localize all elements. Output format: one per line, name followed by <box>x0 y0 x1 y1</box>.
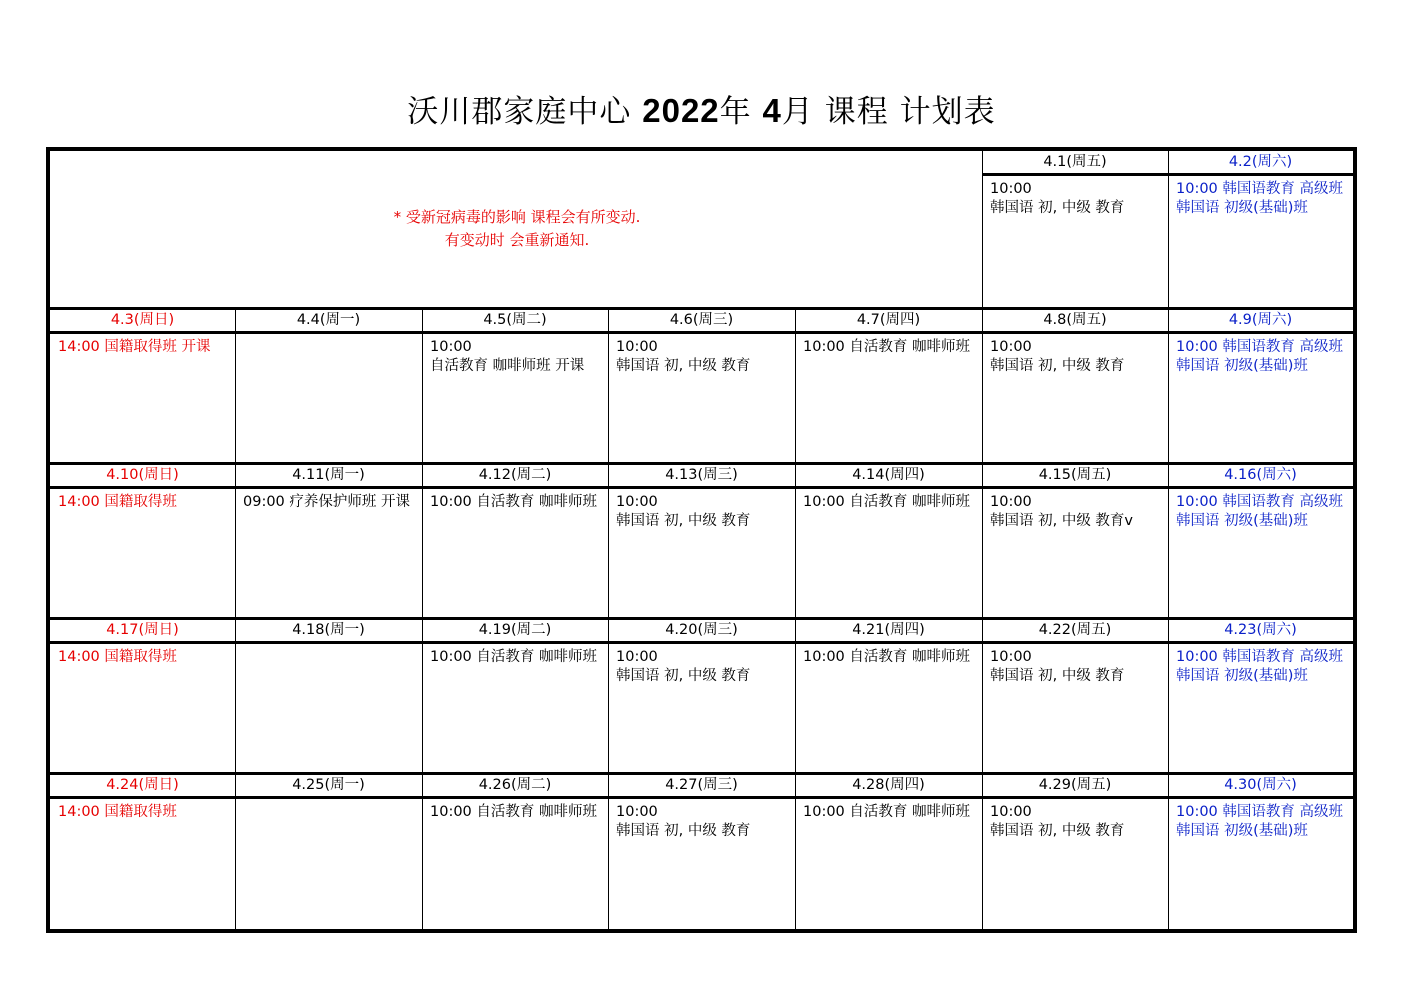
course-line: 10:00 韩国语教育 高级班 <box>1176 804 1344 820</box>
course-line: 韩国语 初, 中级 教育 <box>990 668 1125 684</box>
course-line: 10:00 <box>990 804 1032 820</box>
day-cell <box>1168 799 1353 929</box>
course-line: 10:00 自活教育 咖啡师班 <box>430 494 598 510</box>
course-line: 10:00 自活教育 咖啡师班 <box>803 804 971 820</box>
date-header: 4.20(周三) <box>665 622 738 638</box>
course-line: 10:00 韩国语教育 高级班 <box>1176 649 1344 665</box>
course-line: 10:00 自活教育 咖啡师班 <box>803 494 971 510</box>
date-header: 4.22(周五) <box>1038 622 1112 638</box>
date-header: 4.9(周六) <box>1228 312 1293 328</box>
date-header: 4.30(周六) <box>1224 777 1297 793</box>
column-divider <box>1168 151 1169 308</box>
course-line: 14:00 国籍取得班 <box>58 804 177 820</box>
course-line: 韩国语 初级(基础)班 <box>1176 668 1308 684</box>
title-year-suffix: 年 <box>719 94 752 130</box>
course-line: 韩国语 初级(基础)班 <box>1176 358 1308 374</box>
course-line: 14:00 国籍取得班 <box>58 494 177 510</box>
date-header: 4.19(周二) <box>478 622 552 638</box>
course-line: 10:00 韩国语教育 高级班 <box>1176 339 1344 355</box>
course-line: 韩国语 初, 中级 教育 <box>990 358 1125 374</box>
course-line: 10:00 <box>990 494 1032 510</box>
day-cell <box>795 799 982 929</box>
course-line: 14:00 国籍取得班 <box>58 649 177 665</box>
date-header: 4.1(周五) <box>1043 154 1107 170</box>
course-line: 韩国语 初, 中级 教育 <box>616 513 751 529</box>
title-center: 沃川郡家庭中心 <box>407 94 632 130</box>
day-cell <box>50 644 235 773</box>
day-cell <box>982 644 1168 773</box>
page-title <box>0 86 1403 131</box>
day-cell <box>795 489 982 618</box>
course-line: 10:00 <box>616 494 658 510</box>
course-line: 10:00 自活教育 咖啡师班 <box>430 804 598 820</box>
day-cell <box>982 176 1168 308</box>
day-cell <box>982 799 1168 929</box>
course-line: 10:00 韩国语教育 高级班 <box>1176 181 1344 197</box>
date-header: 4.16(周六) <box>1224 467 1297 483</box>
day-cell <box>50 489 235 618</box>
course-line: 韩国语 初, 中级 教育v <box>990 513 1134 529</box>
date-header: 4.8(周五) <box>1043 312 1107 328</box>
date-header: 4.29(周五) <box>1038 777 1112 793</box>
day-cell <box>422 489 608 618</box>
course-line: 自活教育 咖啡师班 开课 <box>430 358 585 374</box>
course-line: 韩国语 初, 中级 教育 <box>616 668 751 684</box>
course-line: 韩国语 初级(基础)班 <box>1176 513 1308 529</box>
title-month-suffix: 月 <box>781 94 814 130</box>
course-line: 韩国语 初, 中级 教育 <box>990 200 1125 216</box>
course-line: 10:00 <box>616 804 658 820</box>
date-header: 4.28(周四) <box>852 777 925 793</box>
course-line: 10:00 自活教育 咖啡师班 <box>803 649 971 665</box>
date-header: 4.4(周一) <box>296 312 361 328</box>
day-cell <box>50 799 235 929</box>
day-cell <box>235 334 422 463</box>
day-cell <box>235 799 422 929</box>
course-line: 韩国语 初级(基础)班 <box>1176 823 1308 839</box>
day-cell <box>1168 176 1353 308</box>
day-cell <box>608 334 795 463</box>
day-cell <box>1168 644 1353 773</box>
course-line: 韩国语 初级(基础)班 <box>1176 200 1308 216</box>
date-header: 4.27(周三) <box>665 777 738 793</box>
day-cell <box>608 799 795 929</box>
date-header: 4.26(周二) <box>478 777 552 793</box>
course-line: 10:00 <box>990 181 1032 197</box>
day-cell <box>795 644 982 773</box>
day-cell <box>982 489 1168 618</box>
title-month: 4 <box>762 92 782 129</box>
course-line: 10:00 <box>616 339 658 355</box>
day-cell <box>982 334 1168 463</box>
date-header: 4.23(周六) <box>1224 622 1297 638</box>
date-header: 4.11(周一) <box>292 467 365 483</box>
day-cell <box>422 644 608 773</box>
course-line: 10:00 自活教育 咖啡师班 <box>430 649 598 665</box>
notice-line: * 受新冠病毒的影响 课程会有所变动. <box>393 208 641 226</box>
date-header: 4.5(周二) <box>483 312 547 328</box>
schedule-table <box>46 147 1357 933</box>
course-line: 10:00 韩国语教育 高级班 <box>1176 494 1344 510</box>
date-header: 4.13(周三) <box>665 467 738 483</box>
date-header: 4.14(周四) <box>852 467 925 483</box>
course-line: 10:00 <box>990 339 1032 355</box>
course-line: 韩国语 初, 中级 教育 <box>616 823 751 839</box>
day-cell <box>795 334 982 463</box>
day-cell <box>1168 489 1353 618</box>
date-header: 4.15(周五) <box>1038 467 1112 483</box>
day-cell <box>422 334 608 463</box>
course-line: 10:00 自活教育 咖啡师班 <box>803 339 971 355</box>
date-header: 4.2(周六) <box>1228 154 1293 170</box>
day-cell <box>608 489 795 618</box>
day-cell <box>235 489 422 618</box>
date-header: 4.17(周日) <box>106 622 179 638</box>
course-line: 10:00 <box>616 649 658 665</box>
course-line: 韩国语 初, 中级 教育 <box>616 358 751 374</box>
course-line: 14:00 国籍取得班 开课 <box>58 339 211 355</box>
title-year: 2022 <box>642 92 720 129</box>
day-cell <box>235 644 422 773</box>
course-line: 10:00 <box>430 339 472 355</box>
title-schedule: 课程 计划表 <box>824 94 996 130</box>
date-header: 4.7(周四) <box>856 312 921 328</box>
date-header: 4.18(周一) <box>292 622 365 638</box>
notice-line: 有变动时 会重新通知. <box>444 231 590 249</box>
date-header: 4.12(周二) <box>478 467 552 483</box>
day-cell <box>422 799 608 929</box>
course-line: 09:00 疗养保护师班 开课 <box>243 494 411 510</box>
course-line: 10:00 <box>990 649 1032 665</box>
date-header: 4.6(周三) <box>669 312 734 328</box>
notice <box>50 206 984 252</box>
date-header: 4.24(周日) <box>106 777 179 793</box>
course-line: 韩国语 初, 中级 教育 <box>990 823 1125 839</box>
column-divider <box>982 151 983 308</box>
day-cell <box>50 334 235 463</box>
date-header: 4.10(周日) <box>106 467 179 483</box>
date-header: 4.25(周一) <box>292 777 365 793</box>
day-cell <box>608 644 795 773</box>
day-cell <box>1168 334 1353 463</box>
date-header: 4.21(周四) <box>852 622 925 638</box>
date-header: 4.3(周日) <box>110 312 175 328</box>
